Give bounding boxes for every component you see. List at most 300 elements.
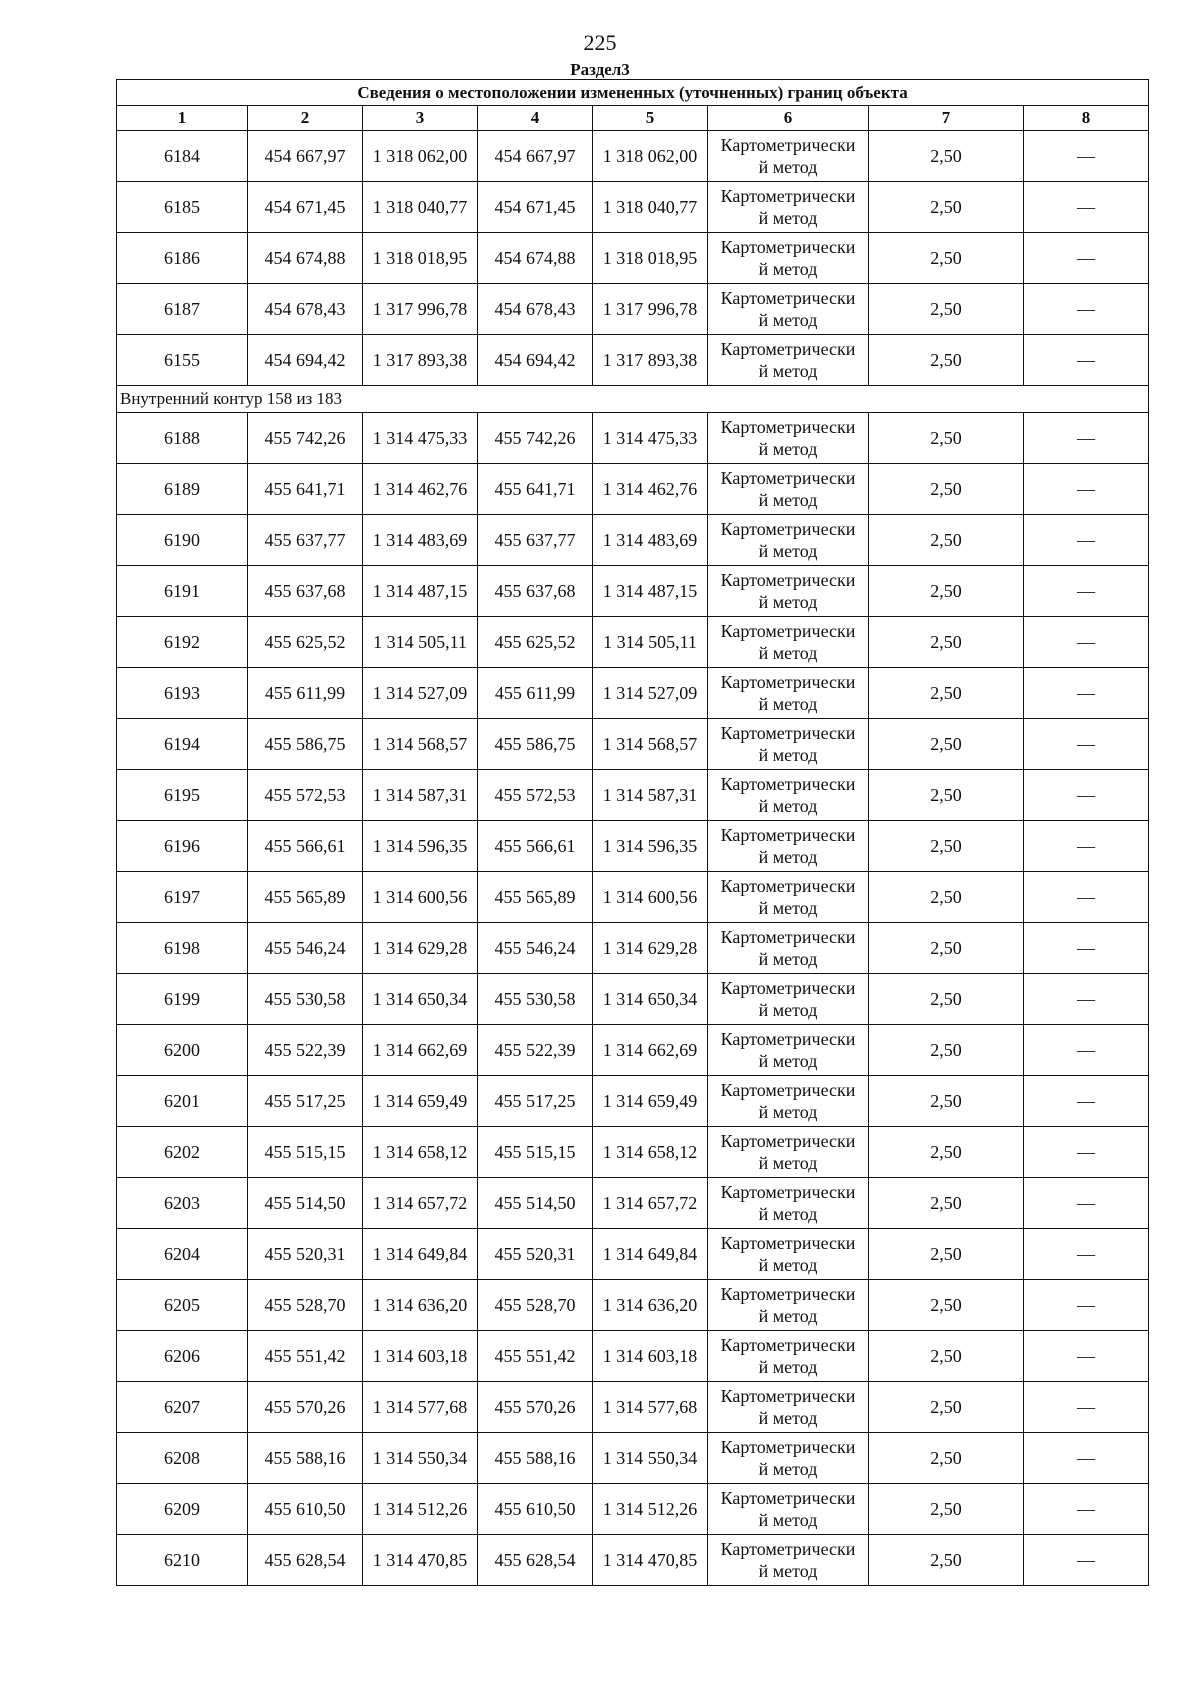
y-new-cell: 1 314 603,18 [593, 1331, 708, 1382]
y-new-cell: 1 314 650,34 [593, 974, 708, 1025]
method-line-2: й метод [758, 208, 818, 228]
y-old-cell: 1 317 893,38 [363, 335, 478, 386]
y-new-cell: 1 314 658,12 [593, 1127, 708, 1178]
x-new-cell: 455 586,75 [478, 719, 593, 770]
x-old-cell: 455 515,15 [248, 1127, 363, 1178]
point-number-cell: 6184 [117, 131, 248, 182]
method-line-2: й метод [758, 1000, 818, 1020]
accuracy-cell: 2,50 [869, 1025, 1024, 1076]
contour-heading: Внутренний контур 158 из 183 [117, 386, 1149, 413]
method-line-1: Картометрически [720, 1539, 856, 1559]
description-cell: — [1024, 182, 1149, 233]
y-new-cell: 1 314 600,56 [593, 872, 708, 923]
y-old-cell: 1 314 629,28 [363, 923, 478, 974]
description-cell: — [1024, 566, 1149, 617]
x-old-cell: 455 572,53 [248, 770, 363, 821]
method-cell [708, 1178, 869, 1229]
point-number-cell: 6208 [117, 1433, 248, 1484]
y-old-cell: 1 314 470,85 [363, 1535, 478, 1586]
point-number-cell: 6199 [117, 974, 248, 1025]
description-cell: — [1024, 464, 1149, 515]
method-line-2: й метод [758, 1255, 818, 1275]
y-old-cell: 1 318 018,95 [363, 233, 478, 284]
y-old-cell: 1 314 475,33 [363, 413, 478, 464]
y-new-cell: 1 314 483,69 [593, 515, 708, 566]
method-line-1: Картометрически [720, 1335, 856, 1355]
y-new-cell: 1 314 550,34 [593, 1433, 708, 1484]
accuracy-cell: 2,50 [869, 872, 1024, 923]
method-cell [708, 1535, 869, 1586]
method-cell [708, 719, 869, 770]
x-old-cell: 455 742,26 [248, 413, 363, 464]
y-old-cell: 1 314 550,34 [363, 1433, 478, 1484]
point-number-cell: 6204 [117, 1229, 248, 1280]
accuracy-cell: 2,50 [869, 1229, 1024, 1280]
method-cell [708, 1484, 869, 1535]
accuracy-cell: 2,50 [869, 821, 1024, 872]
method-line-1: Картометрически [720, 978, 856, 998]
table-row [117, 1127, 1149, 1178]
point-number-cell: 6195 [117, 770, 248, 821]
description-cell: — [1024, 1535, 1149, 1586]
method-line-2: й метод [758, 847, 818, 867]
accuracy-cell: 2,50 [869, 668, 1024, 719]
accuracy-cell: 2,50 [869, 719, 1024, 770]
point-number-cell: 6203 [117, 1178, 248, 1229]
x-new-cell: 454 667,97 [478, 131, 593, 182]
table-row [117, 1025, 1149, 1076]
x-new-cell: 454 674,88 [478, 233, 593, 284]
method-line-2: й метод [758, 949, 818, 969]
method-line-2: й метод [758, 541, 818, 561]
x-old-cell: 455 530,58 [248, 974, 363, 1025]
column-number-row [117, 106, 1149, 131]
y-old-cell: 1 317 996,78 [363, 284, 478, 335]
column-number-5: 5 [593, 106, 708, 131]
x-new-cell: 455 572,53 [478, 770, 593, 821]
table-row [117, 923, 1149, 974]
y-old-cell: 1 314 568,57 [363, 719, 478, 770]
table-row [117, 770, 1149, 821]
description-cell: — [1024, 974, 1149, 1025]
y-old-cell: 1 318 062,00 [363, 131, 478, 182]
method-line-1: Картометрически [720, 672, 856, 692]
y-old-cell: 1 314 657,72 [363, 1178, 478, 1229]
x-old-cell: 455 637,77 [248, 515, 363, 566]
point-number-cell: 6202 [117, 1127, 248, 1178]
point-number-cell: 6187 [117, 284, 248, 335]
x-new-cell: 455 530,58 [478, 974, 593, 1025]
y-new-cell: 1 314 527,09 [593, 668, 708, 719]
y-old-cell: 1 314 483,69 [363, 515, 478, 566]
point-number-cell: 6200 [117, 1025, 248, 1076]
point-number-cell: 6201 [117, 1076, 248, 1127]
method-line-2: й метод [758, 361, 818, 381]
accuracy-cell: 2,50 [869, 335, 1024, 386]
method-cell [708, 1025, 869, 1076]
x-old-cell: 455 520,31 [248, 1229, 363, 1280]
y-old-cell: 1 314 587,31 [363, 770, 478, 821]
table-row [117, 566, 1149, 617]
x-old-cell: 455 625,52 [248, 617, 363, 668]
method-line-2: й метод [758, 310, 818, 330]
y-new-cell: 1 314 649,84 [593, 1229, 708, 1280]
y-old-cell: 1 314 636,20 [363, 1280, 478, 1331]
method-cell [708, 923, 869, 974]
x-old-cell: 455 551,42 [248, 1331, 363, 1382]
accuracy-cell: 2,50 [869, 464, 1024, 515]
x-old-cell: 455 514,50 [248, 1178, 363, 1229]
point-number-cell: 6190 [117, 515, 248, 566]
x-new-cell: 455 637,77 [478, 515, 593, 566]
y-old-cell: 1 314 659,49 [363, 1076, 478, 1127]
x-new-cell: 454 694,42 [478, 335, 593, 386]
description-cell: — [1024, 821, 1149, 872]
y-new-cell: 1 314 659,49 [593, 1076, 708, 1127]
accuracy-cell: 2,50 [869, 182, 1024, 233]
table-row [117, 668, 1149, 719]
method-cell [708, 1382, 869, 1433]
description-cell: — [1024, 413, 1149, 464]
method-line-1: Картометрически [720, 570, 856, 590]
method-line-2: й метод [758, 1306, 818, 1326]
point-number-cell: 6196 [117, 821, 248, 872]
y-new-cell: 1 317 893,38 [593, 335, 708, 386]
table-row [117, 1331, 1149, 1382]
point-number-cell: 6205 [117, 1280, 248, 1331]
method-line-1: Картометрически [720, 186, 856, 206]
y-new-cell: 1 314 596,35 [593, 821, 708, 872]
x-old-cell: 455 588,16 [248, 1433, 363, 1484]
method-line-2: й метод [758, 643, 818, 663]
method-line-2: й метод [758, 490, 818, 510]
x-new-cell: 455 588,16 [478, 1433, 593, 1484]
point-number-cell: 6189 [117, 464, 248, 515]
y-old-cell: 1 314 600,56 [363, 872, 478, 923]
point-number-cell: 6191 [117, 566, 248, 617]
y-new-cell: 1 314 636,20 [593, 1280, 708, 1331]
x-old-cell: 454 678,43 [248, 284, 363, 335]
y-old-cell: 1 314 662,69 [363, 1025, 478, 1076]
accuracy-cell: 2,50 [869, 1076, 1024, 1127]
method-cell [708, 1229, 869, 1280]
table-row [117, 821, 1149, 872]
column-number-2: 2 [248, 106, 363, 131]
y-old-cell: 1 314 603,18 [363, 1331, 478, 1382]
table-row [117, 515, 1149, 566]
y-new-cell: 1 318 040,77 [593, 182, 708, 233]
description-cell: — [1024, 515, 1149, 566]
accuracy-cell: 2,50 [869, 1484, 1024, 1535]
x-old-cell: 454 671,45 [248, 182, 363, 233]
accuracy-cell: 2,50 [869, 923, 1024, 974]
x-old-cell: 455 565,89 [248, 872, 363, 923]
x-new-cell: 455 515,15 [478, 1127, 593, 1178]
description-cell: — [1024, 1229, 1149, 1280]
method-line-1: Картометрически [720, 468, 856, 488]
table-row [117, 1484, 1149, 1535]
method-cell [708, 872, 869, 923]
point-number-cell: 6210 [117, 1535, 248, 1586]
method-line-1: Картометрически [720, 825, 856, 845]
x-new-cell: 455 625,52 [478, 617, 593, 668]
method-line-1: Картометрически [720, 723, 856, 743]
x-old-cell: 455 528,70 [248, 1280, 363, 1331]
table-row [117, 1382, 1149, 1433]
method-cell [708, 770, 869, 821]
method-cell [708, 131, 869, 182]
y-new-cell: 1 314 662,69 [593, 1025, 708, 1076]
description-cell: — [1024, 131, 1149, 182]
description-cell: — [1024, 1331, 1149, 1382]
method-line-2: й метод [758, 592, 818, 612]
method-line-1: Картометрически [720, 1284, 856, 1304]
x-new-cell: 455 520,31 [478, 1229, 593, 1280]
method-cell [708, 974, 869, 1025]
y-new-cell: 1 314 577,68 [593, 1382, 708, 1433]
table-row [117, 1178, 1149, 1229]
table-row [117, 413, 1149, 464]
method-line-1: Картометрически [720, 927, 856, 947]
method-line-1: Картометрически [720, 237, 856, 257]
method-line-1: Картометрически [720, 417, 856, 437]
method-line-2: й метод [758, 745, 818, 765]
description-cell: — [1024, 1178, 1149, 1229]
point-number-cell: 6186 [117, 233, 248, 284]
accuracy-cell: 2,50 [869, 566, 1024, 617]
method-cell [708, 515, 869, 566]
y-old-cell: 1 314 487,15 [363, 566, 478, 617]
description-cell: — [1024, 1127, 1149, 1178]
method-cell [708, 566, 869, 617]
x-old-cell: 455 522,39 [248, 1025, 363, 1076]
x-new-cell: 455 528,70 [478, 1280, 593, 1331]
method-cell [708, 1076, 869, 1127]
x-new-cell: 455 551,42 [478, 1331, 593, 1382]
y-old-cell: 1 314 505,11 [363, 617, 478, 668]
y-new-cell: 1 317 996,78 [593, 284, 708, 335]
point-number-cell: 6194 [117, 719, 248, 770]
description-cell: — [1024, 1076, 1149, 1127]
table-body [117, 80, 1149, 1586]
method-cell [708, 821, 869, 872]
accuracy-cell: 2,50 [869, 974, 1024, 1025]
y-old-cell: 1 314 577,68 [363, 1382, 478, 1433]
table-row [117, 335, 1149, 386]
table-row [117, 974, 1149, 1025]
table-row [117, 1229, 1149, 1280]
x-old-cell: 455 546,24 [248, 923, 363, 974]
table-row [117, 617, 1149, 668]
description-cell: — [1024, 770, 1149, 821]
method-line-2: й метод [758, 1051, 818, 1071]
method-line-1: Картометрически [720, 1386, 856, 1406]
x-old-cell: 455 641,71 [248, 464, 363, 515]
y-new-cell: 1 314 568,57 [593, 719, 708, 770]
coordinates-table [116, 79, 1149, 1586]
method-line-2: й метод [758, 1459, 818, 1479]
description-cell: — [1024, 1382, 1149, 1433]
method-line-2: й метод [758, 1102, 818, 1122]
method-cell [708, 413, 869, 464]
x-old-cell: 455 611,99 [248, 668, 363, 719]
method-line-2: й метод [758, 439, 818, 459]
point-number-cell: 6209 [117, 1484, 248, 1535]
y-new-cell: 1 314 475,33 [593, 413, 708, 464]
point-number-cell: 6188 [117, 413, 248, 464]
y-new-cell: 1 314 470,85 [593, 1535, 708, 1586]
method-cell [708, 335, 869, 386]
accuracy-cell: 2,50 [869, 1127, 1024, 1178]
table-row [117, 233, 1149, 284]
method-line-2: й метод [758, 1510, 818, 1530]
y-new-cell: 1 314 587,31 [593, 770, 708, 821]
y-old-cell: 1 314 462,76 [363, 464, 478, 515]
method-line-1: Картометрически [720, 1029, 856, 1049]
accuracy-cell: 2,50 [869, 1535, 1024, 1586]
accuracy-cell: 2,50 [869, 515, 1024, 566]
method-line-2: й метод [758, 898, 818, 918]
x-old-cell: 455 570,26 [248, 1382, 363, 1433]
description-cell: — [1024, 872, 1149, 923]
y-new-cell: 1 314 487,15 [593, 566, 708, 617]
y-new-cell: 1 314 629,28 [593, 923, 708, 974]
method-line-2: й метод [758, 1204, 818, 1224]
table-row [117, 284, 1149, 335]
accuracy-cell: 2,50 [869, 131, 1024, 182]
y-new-cell: 1 314 512,26 [593, 1484, 708, 1535]
description-cell: — [1024, 284, 1149, 335]
x-old-cell: 455 628,54 [248, 1535, 363, 1586]
table-row [117, 1433, 1149, 1484]
column-number-7: 7 [869, 106, 1024, 131]
point-number-cell: 6197 [117, 872, 248, 923]
x-new-cell: 455 637,68 [478, 566, 593, 617]
method-line-1: Картометрически [720, 876, 856, 896]
table-row [117, 131, 1149, 182]
section-label: Раздел3 [570, 60, 630, 79]
description-cell: — [1024, 335, 1149, 386]
description-cell: — [1024, 1025, 1149, 1076]
method-line-1: Картометрически [720, 1080, 856, 1100]
y-new-cell: 1 314 657,72 [593, 1178, 708, 1229]
point-number-cell: 6155 [117, 335, 248, 386]
method-line-1: Картометрически [720, 774, 856, 794]
x-new-cell: 455 742,26 [478, 413, 593, 464]
accuracy-cell: 2,50 [869, 1178, 1024, 1229]
method-line-1: Картометрически [720, 1182, 856, 1202]
x-new-cell: 455 641,71 [478, 464, 593, 515]
y-old-cell: 1 318 040,77 [363, 182, 478, 233]
method-line-1: Картометрически [720, 1131, 856, 1151]
description-cell: — [1024, 1280, 1149, 1331]
point-number-cell: 6198 [117, 923, 248, 974]
table-title-row [117, 80, 1149, 106]
accuracy-cell: 2,50 [869, 1382, 1024, 1433]
point-number-cell: 6192 [117, 617, 248, 668]
method-cell [708, 668, 869, 719]
accuracy-cell: 2,50 [869, 1433, 1024, 1484]
y-old-cell: 1 314 649,84 [363, 1229, 478, 1280]
method-line-1: Картометрически [720, 288, 856, 308]
column-number-8: 8 [1024, 106, 1149, 131]
x-new-cell: 455 628,54 [478, 1535, 593, 1586]
method-line-1: Картометрически [720, 519, 856, 539]
x-old-cell: 455 517,25 [248, 1076, 363, 1127]
point-number-cell: 6206 [117, 1331, 248, 1382]
table-row [117, 719, 1149, 770]
method-line-1: Картометрически [720, 621, 856, 641]
point-number-cell: 6193 [117, 668, 248, 719]
accuracy-cell: 2,50 [869, 1331, 1024, 1382]
x-new-cell: 454 678,43 [478, 284, 593, 335]
x-new-cell: 455 570,26 [478, 1382, 593, 1433]
contour-heading-row [117, 386, 1149, 413]
description-cell: — [1024, 1484, 1149, 1535]
x-old-cell: 454 694,42 [248, 335, 363, 386]
method-line-1: Картометрически [720, 339, 856, 359]
x-old-cell: 455 637,68 [248, 566, 363, 617]
x-old-cell: 454 674,88 [248, 233, 363, 284]
description-cell: — [1024, 923, 1149, 974]
method-line-2: й метод [758, 1357, 818, 1377]
y-new-cell: 1 318 062,00 [593, 131, 708, 182]
x-old-cell: 455 586,75 [248, 719, 363, 770]
y-old-cell: 1 314 596,35 [363, 821, 478, 872]
y-old-cell: 1 314 512,26 [363, 1484, 478, 1535]
x-old-cell: 455 566,61 [248, 821, 363, 872]
table-row [117, 464, 1149, 515]
table-row [117, 1535, 1149, 1586]
method-line-2: й метод [758, 796, 818, 816]
accuracy-cell: 2,50 [869, 770, 1024, 821]
table-row [117, 182, 1149, 233]
x-new-cell: 455 566,61 [478, 821, 593, 872]
x-new-cell: 455 546,24 [478, 923, 593, 974]
method-cell [708, 617, 869, 668]
x-new-cell: 454 671,45 [478, 182, 593, 233]
x-new-cell: 455 565,89 [478, 872, 593, 923]
method-cell [708, 182, 869, 233]
description-cell: — [1024, 719, 1149, 770]
method-line-1: Картометрически [720, 135, 856, 155]
method-line-2: й метод [758, 259, 818, 279]
column-number-1: 1 [117, 106, 248, 131]
page-number: 225 [583, 30, 617, 55]
description-cell: — [1024, 668, 1149, 719]
x-new-cell: 455 517,25 [478, 1076, 593, 1127]
method-cell [708, 284, 869, 335]
accuracy-cell: 2,50 [869, 284, 1024, 335]
method-line-2: й метод [758, 1153, 818, 1173]
description-cell: — [1024, 1433, 1149, 1484]
column-number-6: 6 [708, 106, 869, 131]
y-old-cell: 1 314 650,34 [363, 974, 478, 1025]
method-line-1: Картометрически [720, 1488, 856, 1508]
accuracy-cell: 2,50 [869, 413, 1024, 464]
method-cell [708, 1127, 869, 1178]
accuracy-cell: 2,50 [869, 617, 1024, 668]
method-line-2: й метод [758, 157, 818, 177]
method-cell [708, 1331, 869, 1382]
point-number-cell: 6207 [117, 1382, 248, 1433]
method-line-1: Картометрически [720, 1437, 856, 1457]
description-cell: — [1024, 617, 1149, 668]
table-row [117, 1280, 1149, 1331]
column-number-4: 4 [478, 106, 593, 131]
x-old-cell: 454 667,97 [248, 131, 363, 182]
y-new-cell: 1 314 505,11 [593, 617, 708, 668]
